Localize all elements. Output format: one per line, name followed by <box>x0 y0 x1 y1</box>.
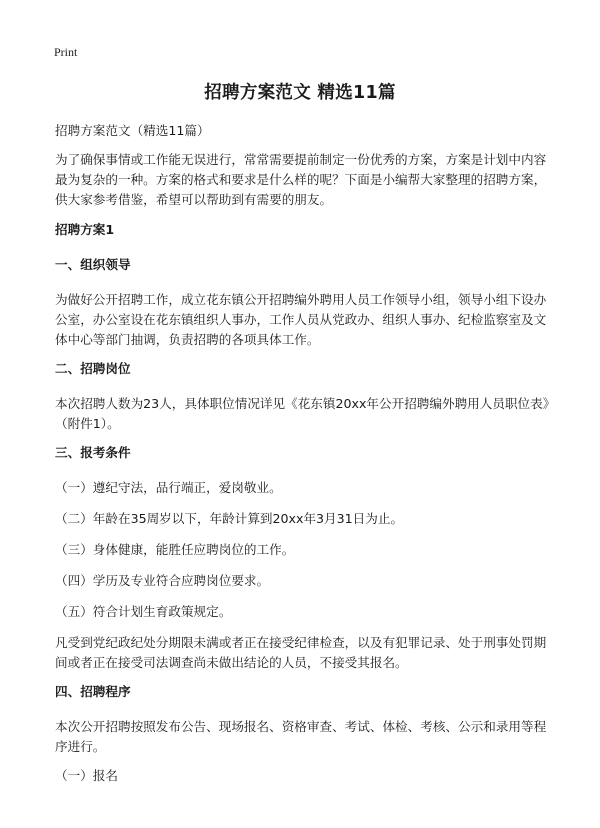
intro-paragraph: 为了确保事情或工作能无误进行，常常需要提前制定一份优秀的方案，方案是计划中内容最为复杂的一种。方案的格式和要求是什么样的呢？下面是小编帮大家整理的招聘方案，供大家参考借鉴，希望可以帮助到有需要的朋友。 <box>55 152 547 207</box>
requirement-item: （二）年龄在35周岁以下，年龄计算到20xx年3月31日为止。 <box>55 511 404 526</box>
requirement-note: 凡受到党纪政纪处分期限未满或者正在接受纪律检查，以及有犯罪记录、处于刑事处罚期间或者正在接受司法调查尚未做出结论的人员，不接受其报名。 <box>55 635 547 670</box>
section-body-organization: 为做好公开招聘工作，成立花东镇公开招聘编外聘用人员工作领导小组，领导小组下设办公室，办公室设在花东镇组织人事办，工作人员从党政办、组织人事办、纪检监察室及文体中心等部门抽调，负责招聘的各项具体工作。 <box>55 292 547 347</box>
section-heading-organization: 一、组织领导 <box>55 257 131 272</box>
section-body-positions: 本次招聘人数为23人，具体职位情况详见《花东镇20xx年公开招聘编外聘用人员职位表》（附件1）。 <box>55 396 550 431</box>
section-heading-requirements: 三、报考条件 <box>55 445 131 460</box>
section-heading-positions: 二、招聘岗位 <box>55 361 131 376</box>
plan-heading: 招聘方案1 <box>55 222 115 237</box>
requirement-item: （四）学历及专业符合应聘岗位要求。 <box>55 573 270 588</box>
procedure-item: （一）报名 <box>55 768 118 783</box>
requirement-item: （五）符合计划生育政策规定。 <box>55 604 232 619</box>
print-link[interactable]: Print <box>54 45 78 59</box>
document-body <box>55 121 553 797</box>
page-title: 招聘方案范文 精选11篇 <box>204 83 396 103</box>
requirement-item: （三）身体健康，能胜任应聘岗位的工作。 <box>55 542 295 557</box>
document-subtitle: 招聘方案范文（精选11篇） <box>55 123 210 138</box>
requirement-item: （一）遵纪守法，品行端正，爱岗敬业。 <box>55 480 282 495</box>
section-body-procedure: 本次公开招聘按照发布公告、现场报名、资格审查、考试、体检、考核、公示和录用等程序进行。 <box>55 719 547 754</box>
section-heading-procedure: 四、招聘程序 <box>55 684 131 699</box>
